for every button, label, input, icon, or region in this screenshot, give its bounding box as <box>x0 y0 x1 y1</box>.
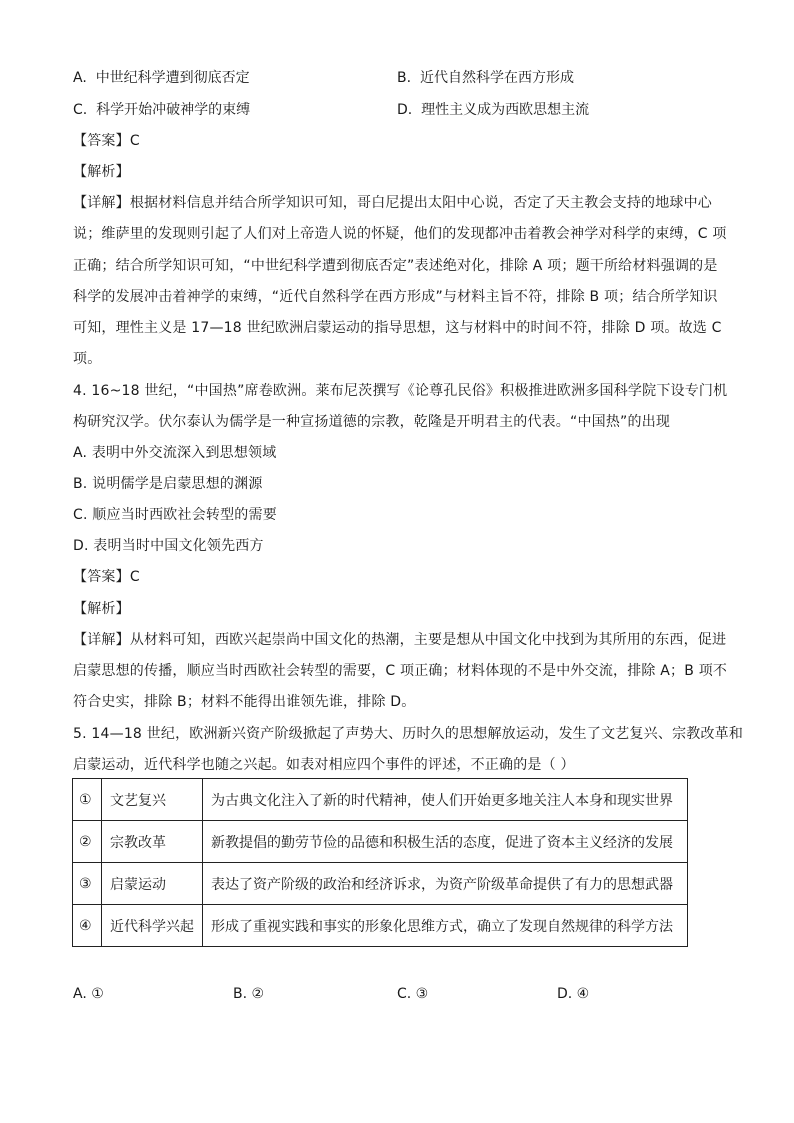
q5-option-b: B. ② <box>233 986 265 1002</box>
q3-detail-line-6: 项。 <box>73 351 102 367</box>
q3-option-a: A. 中世纪科学遭到彻底否定 <box>73 70 250 86</box>
q5-events-table <box>72 778 688 947</box>
q3-detail-line-4: 科学的发展冲击着神学的束缚，“近代自然科学在西方形成”与材料主旨不符，排除 B 项；结合所学知识 <box>73 289 718 305</box>
q3-detail-line-1: 【详解】根据材料信息并结合所学知识可知，哥白尼提出太阳中心说，否定了天主教会支持的地球中心 <box>73 195 713 211</box>
q3-option-c: C. 科学开始冲破神学的束缚 <box>73 102 251 118</box>
q4-stem-line-2: 构研究汉学。伏尔泰认为儒学是一种宣扬道德的宗教，乾隆是开明君主的代表。“中国热”的出现 <box>73 414 671 430</box>
event-comment: 表达了资产阶级的政治和经济诉求，为资产阶级革命提供了有力的思想武器 <box>203 863 688 905</box>
table-row <box>73 905 688 947</box>
q4-option-d: D. 表明当时中国文化领先西方 <box>73 538 264 554</box>
q5-option-a: A. ① <box>73 986 104 1002</box>
row-number: ③ <box>73 863 102 905</box>
row-number: ② <box>73 821 102 863</box>
q5-stem-line-1: 5. 14—18 世纪，欧洲新兴资产阶级掀起了声势大、历时久的思想解放运动，发生了文艺复兴、宗教改革和 <box>73 726 744 742</box>
q5-option-d: D. ④ <box>557 986 590 1002</box>
event-name: 宗教改革 <box>102 821 203 863</box>
q4-stem-line-1: 4. 16~18 世纪，“中国热”席卷欧洲。莱布尼茨撰写《论尊孔民俗》积极推进欧洲多国科学院下设专门机 <box>73 383 728 399</box>
q4-detail-line-1: 【详解】从材料可知，西欧兴起崇尚中国文化的热潮，主要是想从中国文化中找到为其所用的东西，促进 <box>73 632 727 648</box>
q4-detail-line-2: 启蒙思想的传播，顺应当时西欧社会转型的需要，C 项正确；材料体现的不是中外交流，排除 A；B 项不 <box>73 663 728 679</box>
q3-detail-line-5: 可知，理性主义是 17—18 世纪欧洲启蒙运动的指导思想，这与材料中的时间不符，排除 D 项。故选 C <box>73 320 722 336</box>
q4-analysis-heading: 【解析】 <box>73 601 130 617</box>
table-row <box>73 863 688 905</box>
q3-detail-line-2: 说；维萨里的发现则引起了人们对上帝造人说的怀疑，他们的发现都冲击着教会神学对科学的束缚，C 项 <box>73 226 727 242</box>
q3-analysis-heading: 【解析】 <box>73 164 130 180</box>
table-row <box>73 779 688 821</box>
q3-detail-line-3: 正确；结合所学知识可知，“中世纪科学遭到彻底否定”表述绝对化，排除 A 项；题干所给材料强调的是 <box>73 258 718 274</box>
event-name: 文艺复兴 <box>102 779 203 821</box>
q4-option-c: C. 顺应当时西欧社会转型的需要 <box>73 507 277 523</box>
q5-option-c: C. ③ <box>397 986 429 1002</box>
row-number: ④ <box>73 905 102 947</box>
q4-detail-line-3: 符合史实，排除 B；材料不能得出谁领先谁，排除 D。 <box>73 694 416 710</box>
event-name: 启蒙运动 <box>102 863 203 905</box>
event-comment: 为古典文化注入了新的时代精神，使人们开始更多地关注人本身和现实世界 <box>203 779 688 821</box>
q3-answer: 【答案】C <box>73 133 140 149</box>
q5-stem-line-2: 启蒙运动，近代科学也随之兴起。如表对相应四个事件的评述，不正确的是（ ） <box>73 757 575 773</box>
q4-option-b: B. 说明儒学是启蒙思想的渊源 <box>73 476 263 492</box>
event-comment: 形成了重视实践和事实的形象化思维方式，确立了发现自然规律的科学方法 <box>203 905 688 947</box>
q4-option-a: A. 表明中外交流深入到思想领域 <box>73 445 277 461</box>
event-comment: 新教提倡的勤劳节俭的品德和积极生活的态度，促进了资本主义经济的发展 <box>203 821 688 863</box>
row-number: ① <box>73 779 102 821</box>
q4-answer: 【答案】C <box>73 569 140 585</box>
table-row <box>73 821 688 863</box>
q3-option-d: D. 理性主义成为西欧思想主流 <box>397 102 590 118</box>
event-name: 近代科学兴起 <box>102 905 203 947</box>
q3-option-b: B. 近代自然科学在西方形成 <box>397 70 574 86</box>
